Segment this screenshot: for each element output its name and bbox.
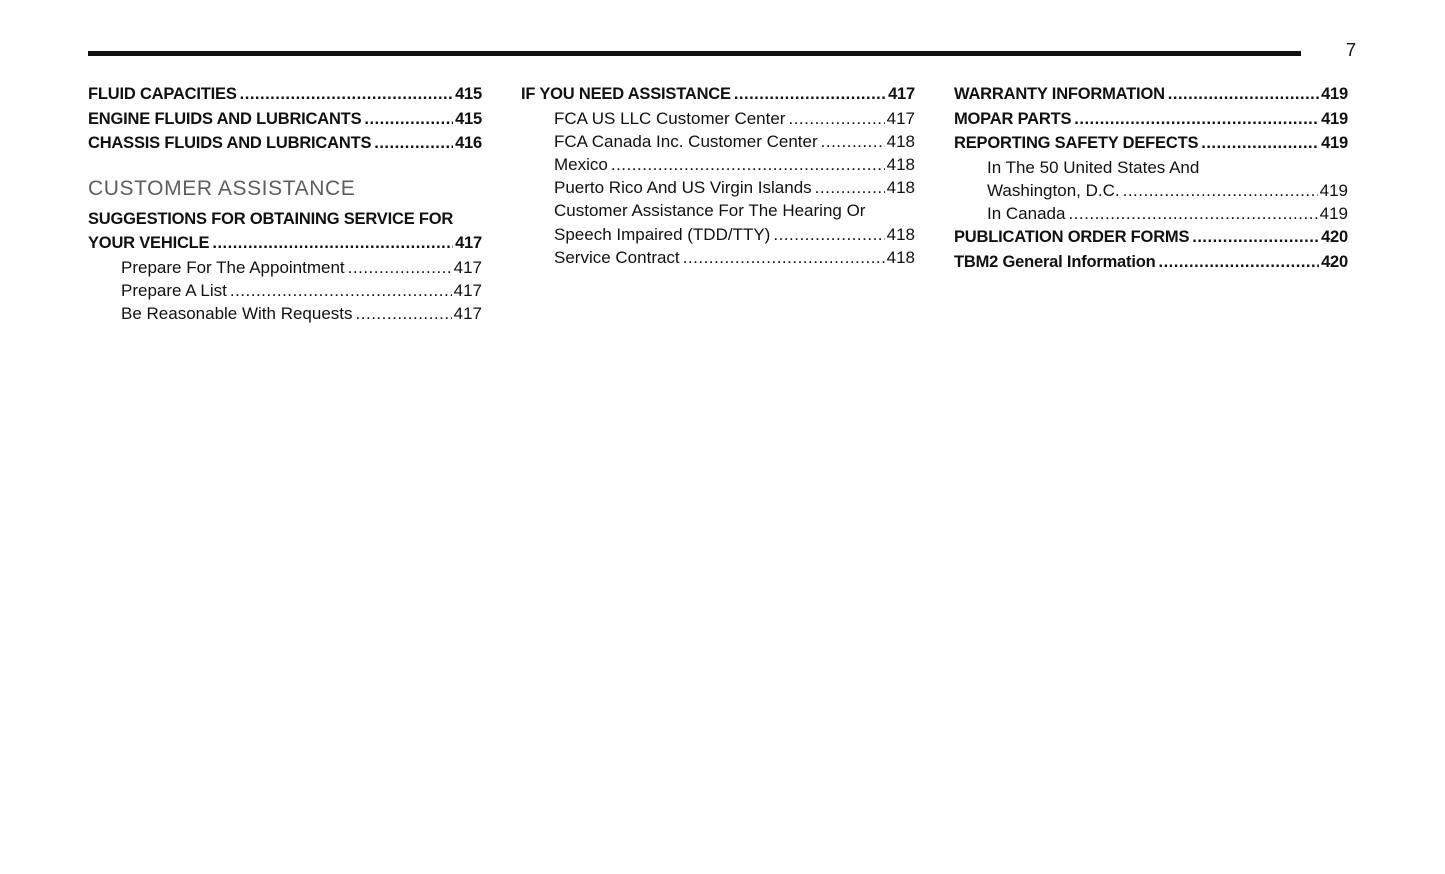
- dot-leader: [1192, 225, 1319, 250]
- toc-entry-reporting-safety[interactable]: [954, 131, 1348, 156]
- toc-entry-page: 415: [455, 109, 482, 128]
- toc-entry-title: WARRANTY INFORMATION: [954, 85, 1165, 103]
- toc-column-2: [521, 82, 915, 269]
- dot-leader: [683, 246, 885, 269]
- toc-entry-page: 415: [455, 85, 482, 103]
- toc-column-3: [954, 82, 1348, 274]
- toc-subentry-be-reasonable[interactable]: [88, 302, 482, 325]
- header-rule: [88, 51, 1301, 56]
- toc-entry-title: Puerto Rico And US Virgin Islands: [554, 178, 812, 198]
- toc-entry-page: 419: [1321, 109, 1348, 128]
- toc-entry-title: Speech Impaired (TDD/TTY): [554, 224, 771, 244]
- toc-entry-title: MOPAR PARTS: [954, 109, 1072, 128]
- toc-entry-suggestions-line1[interactable]: SUGGESTIONS FOR OBTAINING SERVICE FOR: [88, 209, 454, 228]
- toc-entry-title: YOUR VEHICLE: [88, 234, 210, 252]
- toc-subentry-hearing-line1[interactable]: Customer Assistance For The Hearing Or: [554, 201, 866, 221]
- toc-entry-title: PUBLICATION ORDER FORMS: [954, 228, 1190, 247]
- toc-entry-title: In Canada: [987, 203, 1066, 223]
- toc-entry-page: 418: [886, 131, 915, 151]
- dot-leader: [364, 107, 453, 132]
- toc-entry-title: IF YOU NEED ASSISTANCE: [521, 85, 731, 103]
- toc-entry-page: 418: [886, 154, 915, 174]
- toc-subentry-puerto-rico[interactable]: [521, 176, 915, 199]
- toc-entry-page: 419: [1319, 180, 1348, 200]
- dot-leader: [356, 302, 452, 325]
- toc-entry-page: 419: [1321, 134, 1348, 152]
- toc-subentry-service-contract[interactable]: [521, 246, 915, 269]
- dot-leader: [734, 82, 886, 107]
- toc-entry-tbm2-general[interactable]: [954, 250, 1348, 275]
- dot-leader: [230, 279, 452, 302]
- dot-leader: [240, 82, 453, 107]
- toc-entry-page: 416: [455, 134, 482, 152]
- toc-entry-suggestions[interactable]: [88, 231, 482, 256]
- toc-entry-page: 420: [1321, 228, 1348, 247]
- page-number: 7: [1345, 40, 1356, 60]
- dot-leader: [815, 176, 885, 199]
- toc-entry-page: 419: [1319, 203, 1348, 223]
- toc-entry-title: FCA Canada Inc. Customer Center: [554, 131, 818, 151]
- dot-leader: [788, 107, 884, 130]
- toc-entry-page: 417: [453, 257, 482, 277]
- toc-entry-title: CHASSIS FLUIDS AND LUBRICANTS: [88, 134, 372, 152]
- toc-entry-page: 418: [886, 178, 915, 198]
- toc-column-1: [88, 82, 482, 325]
- toc-entry-title: Be Reasonable With Requests: [121, 303, 353, 323]
- toc-entry-page: 420: [1321, 252, 1348, 271]
- toc-subentry-prepare-list[interactable]: [88, 279, 482, 302]
- toc-subentry-fca-canada[interactable]: [521, 130, 915, 153]
- toc-entry-title: TBM2 General Information: [954, 252, 1156, 271]
- toc-entry-title: Mexico: [554, 154, 608, 174]
- toc-entry-title: ENGINE FLUIDS AND LUBRICANTS: [88, 109, 362, 128]
- dot-leader: [212, 231, 453, 256]
- dot-leader: [348, 256, 452, 279]
- toc-entry-mopar-parts[interactable]: [954, 107, 1348, 132]
- dot-leader: [611, 153, 885, 176]
- toc-subentry-canada[interactable]: [954, 202, 1348, 225]
- toc-entry-title: FLUID CAPACITIES: [88, 85, 237, 103]
- dot-leader: [1068, 202, 1317, 225]
- section-heading-customer-assistance: CUSTOMER ASSISTANCE: [88, 176, 356, 200]
- toc-entry-page: 417: [455, 234, 482, 252]
- dot-leader: [773, 223, 884, 246]
- dot-leader: [1168, 82, 1319, 107]
- dot-leader: [374, 131, 453, 156]
- toc-entry-engine-fluids[interactable]: [88, 107, 482, 132]
- toc-entry-if-you-need-assistance[interactable]: [521, 82, 915, 107]
- toc-subentry-prepare-appointment[interactable]: [88, 256, 482, 279]
- toc-subentry-50-states-line1[interactable]: In The 50 United States And: [987, 157, 1200, 177]
- toc-entry-chassis-fluids[interactable]: [88, 131, 482, 156]
- toc-entry-page: 418: [886, 224, 915, 244]
- dot-leader: [821, 130, 885, 153]
- toc-entry-title: Service Contract: [554, 247, 680, 267]
- toc-entry-title: Prepare A List: [121, 280, 227, 300]
- toc-subentry-mexico[interactable]: [521, 153, 915, 176]
- toc-subentry-50-states[interactable]: [954, 179, 1348, 202]
- toc-entry-title: Prepare For The Appointment: [121, 257, 345, 277]
- toc-entry-page: 418: [886, 247, 915, 267]
- toc-entry-page: 419: [1321, 85, 1348, 103]
- toc-entry-title: REPORTING SAFETY DEFECTS: [954, 134, 1199, 152]
- dot-leader: [1201, 131, 1319, 156]
- toc-entry-page: 417: [888, 85, 915, 103]
- toc-subentry-hearing[interactable]: [521, 223, 915, 246]
- dot-leader: [1123, 179, 1318, 202]
- toc-entry-page: 417: [453, 280, 482, 300]
- toc-subentry-fca-us[interactable]: [521, 107, 915, 130]
- toc-entry-title: FCA US LLC Customer Center: [554, 108, 786, 128]
- toc-entry-fluid-capacities[interactable]: [88, 82, 482, 107]
- toc-entry-page: 417: [453, 303, 482, 323]
- toc-entry-page: 417: [886, 108, 915, 128]
- toc-entry-title: Washington, D.C.: [987, 180, 1120, 200]
- toc-entry-publication-order-forms[interactable]: [954, 225, 1348, 250]
- toc-entry-warranty[interactable]: [954, 82, 1348, 107]
- dot-leader: [1158, 250, 1319, 275]
- dot-leader: [1074, 107, 1319, 132]
